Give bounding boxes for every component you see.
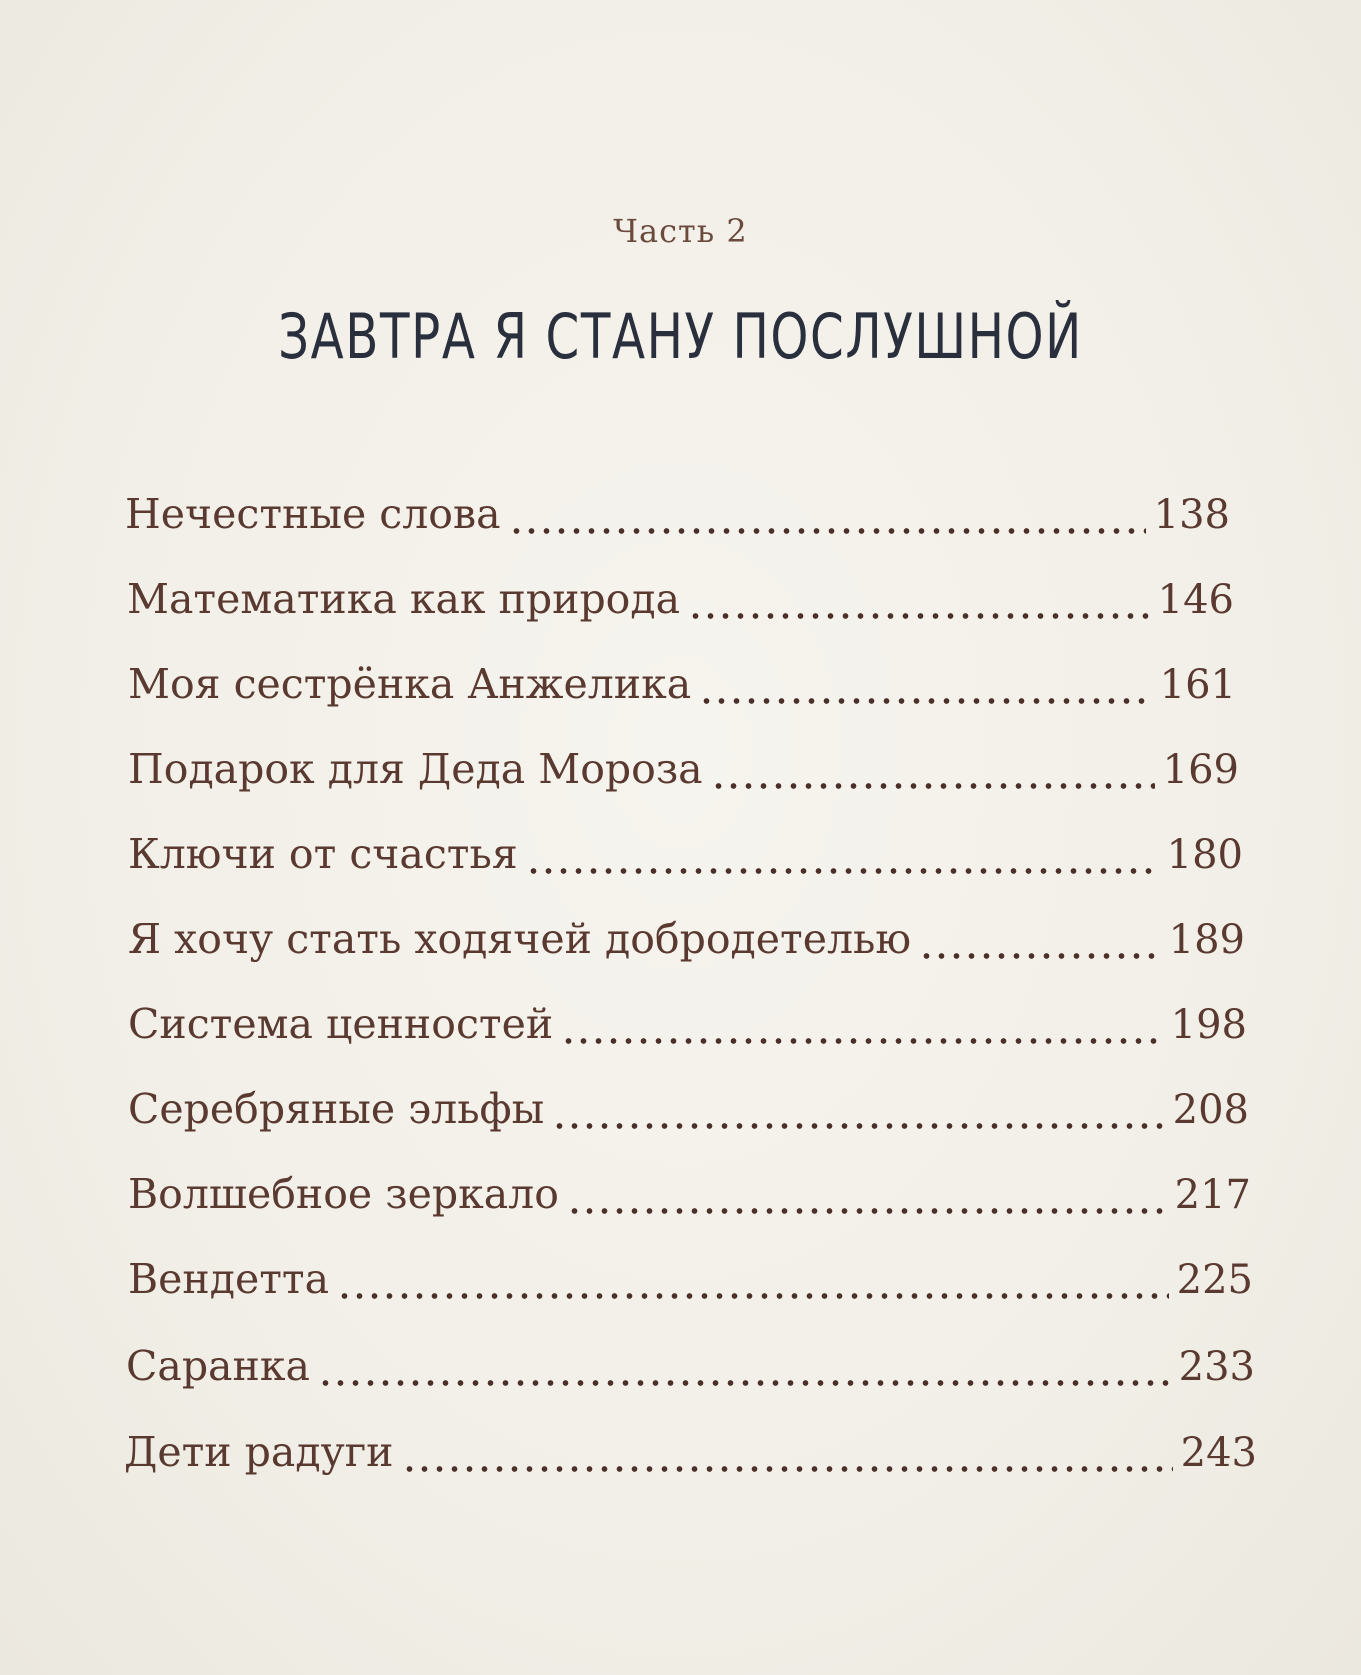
toc-leader-dots <box>318 1378 1171 1388</box>
toc-leader-dots <box>552 1121 1164 1131</box>
toc-entry-title: Серебряные эльфы <box>128 1085 545 1133</box>
toc-entry <box>128 1085 1249 1145</box>
toc-entry-page: 225 <box>1176 1257 1253 1303</box>
toc-leader-dots <box>699 696 1151 706</box>
toc-leader-dots <box>919 951 1161 961</box>
part-title: ЗАВТРА Я СТАНУ ПОСЛУШНОЙ <box>278 300 1083 373</box>
toc-entry-page: 169 <box>1162 747 1239 793</box>
toc-entry <box>128 1170 1251 1230</box>
toc-entry-page: 233 <box>1178 1344 1255 1390</box>
toc-entry-page: 208 <box>1172 1087 1249 1133</box>
toc-entry <box>128 830 1243 890</box>
toc-entry-title: Саранка <box>126 1342 310 1390</box>
toc-entry-title: Нечестные слова <box>125 490 501 538</box>
part-label: Часть 2 <box>613 212 748 250</box>
toc-entry-page: 217 <box>1174 1172 1251 1218</box>
toc-entry-title: Система ценностей <box>128 1000 554 1048</box>
toc-entry-page: 180 <box>1166 832 1243 878</box>
toc-entry <box>125 490 1230 550</box>
toc-entry-title: Моя сестрёнка Анжелика <box>128 660 692 708</box>
toc-entry <box>124 1428 1257 1488</box>
toc-leader-dots <box>509 526 1146 536</box>
toc-leader-dots <box>526 866 1159 876</box>
toc-entry <box>128 1255 1253 1315</box>
toc-entry-title: Ключи от счастья <box>128 830 518 878</box>
toc-entry <box>128 915 1245 975</box>
toc-entry-page: 243 <box>1180 1430 1257 1476</box>
toc-entry-title: Волшебное зеркало <box>128 1170 559 1218</box>
toc-entry-title: Подарок для Деда Мороза <box>128 745 703 793</box>
toc-leader-dots <box>561 1036 1162 1046</box>
toc-leader-dots <box>688 611 1150 621</box>
toc-entry-page: 138 <box>1153 492 1230 538</box>
toc-entry-page: 146 <box>1157 577 1234 623</box>
toc-entry-page: 198 <box>1170 1002 1247 1048</box>
toc-entry <box>128 660 1236 720</box>
toc-entry <box>128 745 1239 805</box>
toc-leader-dots <box>337 1291 1169 1301</box>
toc-leader-dots <box>711 781 1155 791</box>
toc-entry <box>126 1342 1255 1402</box>
toc-entry <box>127 575 1234 635</box>
toc-entry-title: Я хочу стать ходячей добродетелью <box>128 915 912 963</box>
toc-leader-dots <box>402 1464 1173 1474</box>
toc-entry-page: 189 <box>1168 917 1245 963</box>
toc-entry-title: Дети радуги <box>124 1428 394 1476</box>
toc-entry-title: Вендетта <box>128 1255 330 1303</box>
toc-entry-page: 161 <box>1159 662 1236 708</box>
toc-entry-title: Математика как природа <box>127 575 681 623</box>
toc-leader-dots <box>567 1206 1167 1216</box>
toc-entry <box>128 1000 1247 1060</box>
